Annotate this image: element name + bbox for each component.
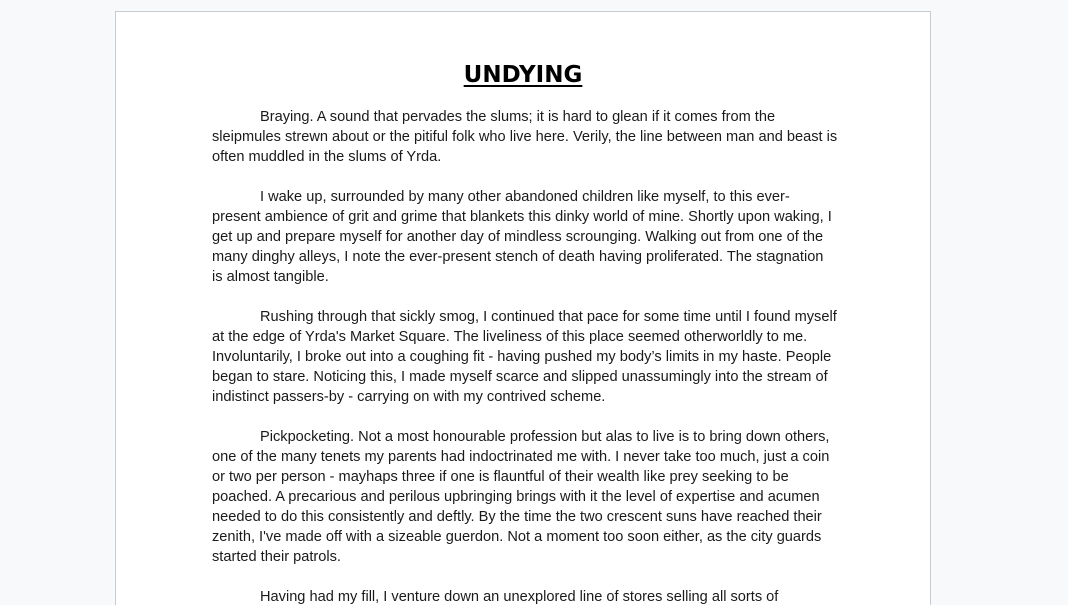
- paragraph[interactable]: Having had my fill, I venture down an unexplored line of stores selling all sorts of: [260, 589, 779, 605]
- paragraph[interactable]: Pickpocketing. Not a most honourable profession but alas to live is to bring down others, one of the many tenets my parents had indoctrinated me with. I never take too much, just a coin or two per person - mayhaps three if one is flauntful of their wealth like prey seeking to be poached. A precarious and perilous upbringing brings with it the level of expertise and acumen needed to do this consistently and deftly. By the time the two crescent suns have reached their zenith, I've made off with a sizeable guerdon. Not a moment too soon either, as the city guards started their patrols.: [212, 429, 830, 565]
- paragraph[interactable]: Braying. A sound that pervades the slums; it is hard to glean if it comes from the sleipmules strewn about or the pitiful folk who live here. Verily, the line between man and beast is often muddled in the slums of Yrda.: [212, 109, 838, 165]
- paragraph[interactable]: I wake up, surrounded by many other abandoned children like myself, to this ever-present ambience of grit and grime that blankets this dinky world of mine. Shortly upon waking, I get up and prepare myself for another day of mindless scrounging. Walking out from one of the many dinghy alleys, I note the ever-present stench of death having proliferated. The stagnation is almost tangible.: [212, 189, 832, 285]
- paragraph[interactable]: Rushing through that sickly smog, I continued that pace for some time until I found myself at the edge of Yrda's Market Square. The liveliness of this place seemed otherworldly to me. Involuntarily, I broke out into a coughing fit - having pushed my body’s limits in my haste. People began to stare. Noticing this, I made myself scarce and slipped unassumingly into the stream of indistinct passers-by - carrying on with my contrived scheme.: [212, 309, 837, 405]
- document-title[interactable]: UNDYING: [463, 62, 583, 88]
- document-page[interactable]: [115, 11, 931, 605]
- document-body[interactable]: [212, 107, 838, 605]
